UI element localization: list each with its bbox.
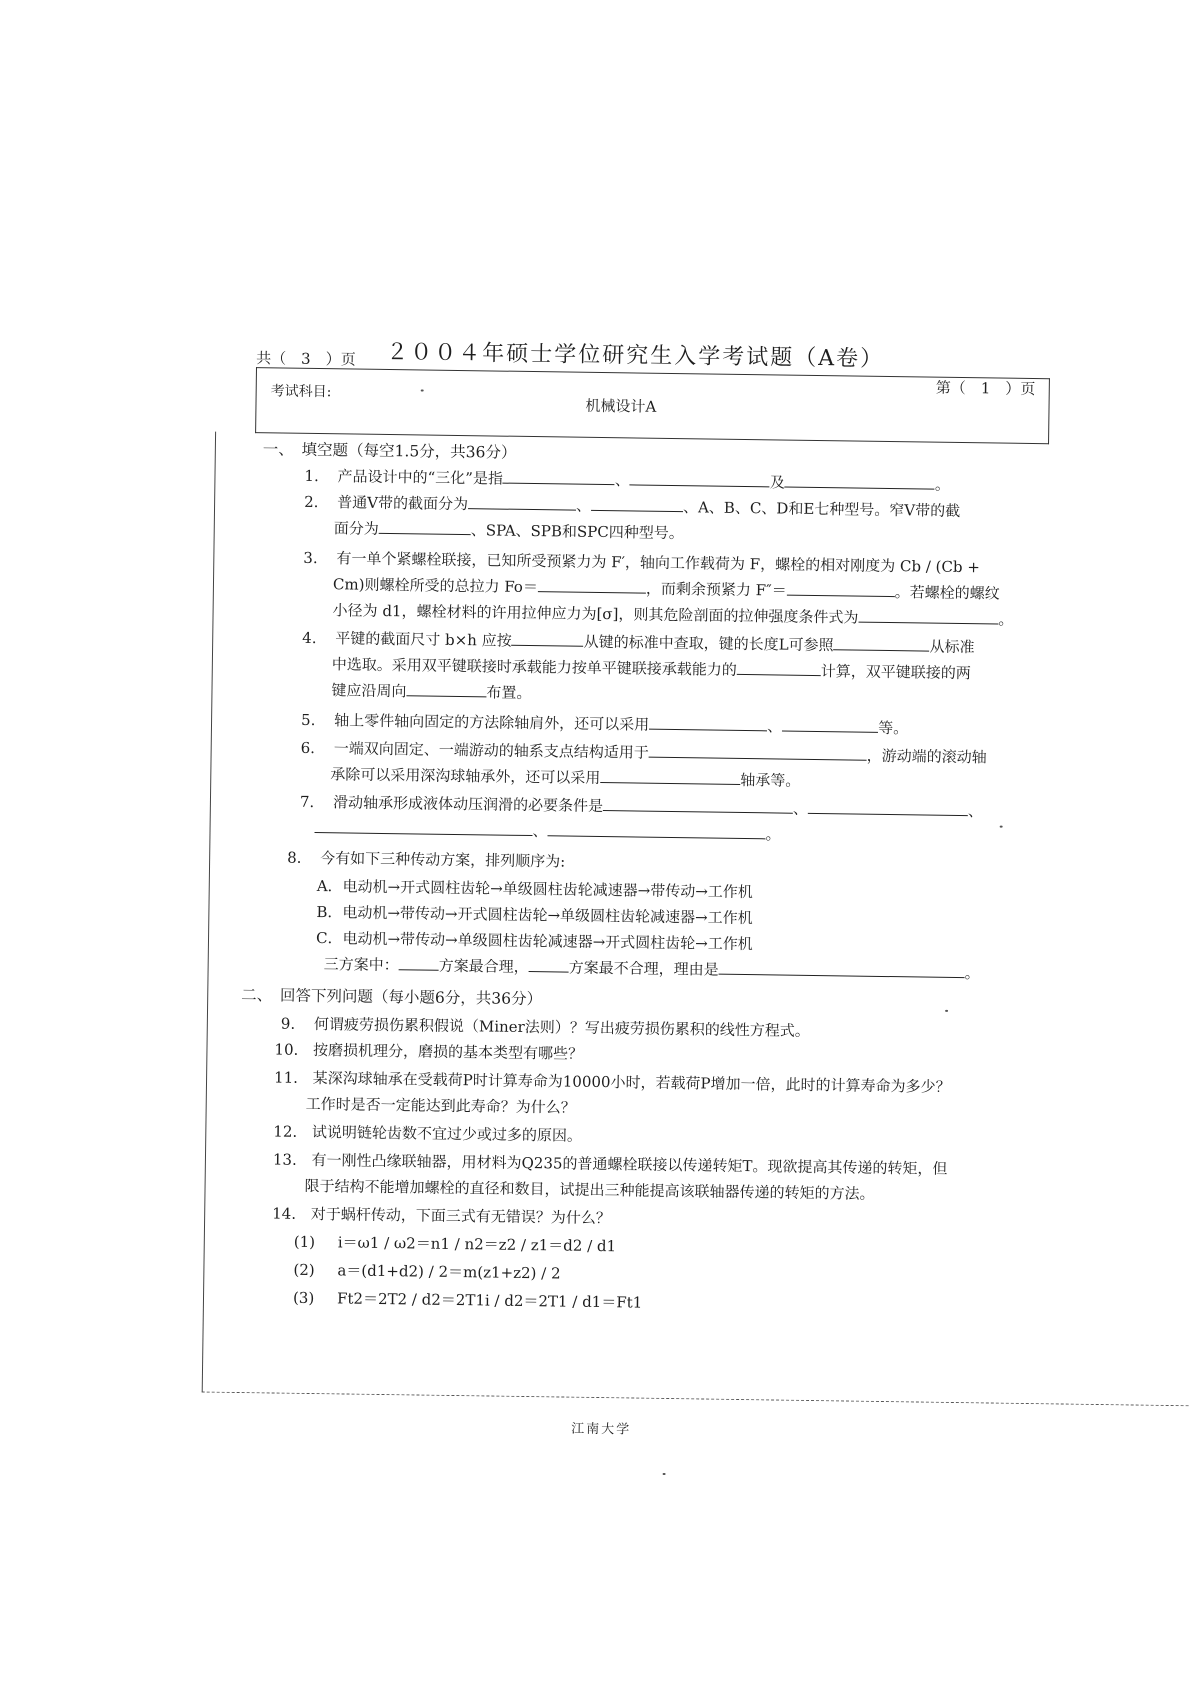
question-text: 某深沟球轴承在受载荷P时计算寿命为10000小时，若载荷P增加一倍，此时的计算寿命为多少？ [312,1069,951,1096]
question-11-line2: 工作时是否一定能达到此寿命？为什么？ [305,1094,576,1117]
question-number: 13. [272,1150,297,1169]
question-text: 、 [532,822,548,841]
scan-speck [945,1010,948,1012]
question-text: 计算，双平键联接的两 [820,662,971,683]
question-number: 5. [300,710,316,730]
question-text: 平键的截面尺寸 b×h 应按 [335,629,512,650]
answer-blank [808,799,968,816]
formula-number: (3) [292,1288,315,1308]
question-text: 方案最不合理，理由是 [568,958,719,979]
question-text: 产品设计中的“三化”是指 [337,467,504,488]
answer-blank [503,469,615,486]
question-text: 、 [614,471,631,490]
answer-blank [858,608,998,625]
formula-number: (1) [293,1232,316,1252]
answer-blank [834,635,930,651]
question-text: 按磨损机理分，磨损的基本类型有哪些？ [312,1041,584,1063]
question-text: 。 [964,964,980,983]
answer-blank [529,957,569,973]
question-text: 方案最合理， [438,956,529,977]
question-text: Cm)则螺栓所受的总拉力 Fo＝ [332,575,539,597]
formula-text: i＝ω1 / ω2＝n1 / n2＝z2 / z1＝d2 / d1 [337,1233,617,1256]
answer-blank [782,717,878,733]
option-c: C．电动机→带传动→单级圆柱齿轮减速器→开式圆柱齿轮→工作机 [315,929,753,954]
footer-school: 江南大学 [571,1421,632,1438]
option-b: B．电动机→带传动→开式圆柱齿轮→单级圆柱齿轮减速器→工作机 [316,903,753,928]
formula-text: Ft2＝2T2 / d2＝2T1i / d2＝2T1 / d1＝Ft1 [336,1289,643,1312]
question-number: 7. [299,792,315,812]
question-number: 9. [280,1014,296,1033]
answer-blank [630,470,770,487]
question-number: 3. [303,548,318,568]
question-text: 承除可以采用深沟球轴承外，还可以采用 [330,765,601,788]
answer-blank [379,519,471,535]
question-text: 、SPA、SPB和SPC四种型号。 [470,521,684,543]
question-text: 从标准 [929,637,975,657]
answer-blank [468,494,576,511]
section-title: 一、 填空题（每空1.5分，共36分） [262,440,517,462]
question-text: 布置。 [486,683,532,703]
question-number: 2. [304,492,319,512]
question-number: 1. [304,466,319,486]
question-text: 、 [967,802,984,821]
question-text: ，游动端的滚动轴 [866,746,987,767]
answer-blank [737,660,821,676]
question-text: 普通V带的截面分为 [337,493,469,514]
question-text: 及 [769,473,786,492]
formula-number: (2) [293,1260,315,1280]
answer-blank [600,768,740,785]
question-text: 对于蜗杆传动，下面三式有无错误？为什么？ [310,1205,611,1228]
question-number: 11. [273,1068,299,1087]
question-13-line2: 限于结构不能增加螺栓的直径和数目，试提出三种能提高该联轴器传递的转矩的方法。 [304,1176,875,1203]
option-a: A．电动机→开式圆柱齿轮→单级圆柱齿轮减速器→带传动→工作机 [316,877,753,902]
question-text: 面分为 [333,519,379,538]
question-text: 一端双向固定、一端游动的轴系支点结构适用于 [333,739,649,762]
question-text: 、 [767,717,783,736]
answer-blank [603,796,793,814]
question-text: 轴承等。 [740,770,801,790]
scan-speck [421,389,424,391]
page-total: 共（ 3 ）页 [256,349,356,369]
question-text: 、 [575,496,592,515]
answer-blank [787,581,895,598]
question-number: 12. [273,1122,298,1141]
question-text: 试说明链轮齿数不宜过少或过多的原因。 [311,1123,583,1145]
question-number: 14. [272,1204,297,1223]
question-text: 。 [765,825,781,844]
answer-blank [406,681,486,697]
question-number: 10. [274,1040,299,1059]
question-text: 键应沿周向 [331,681,407,701]
question-text: 小径为 d1，螺栓材料的许用拉伸应力为[σ]，则其危险剖面的拉伸强度条件式为 [332,601,859,627]
question-text: 滑动轴承形成液体动压润滑的必要条件是 [332,793,604,816]
question-number: 6. [300,738,316,758]
question-text: 、 [792,799,809,818]
answer-blank [785,473,935,490]
answer-blank [719,960,965,978]
answer-blank [649,715,767,732]
question-text: 今有如下三种传动方案，排列顺序为: [320,849,566,871]
question-text: 何谓疲劳损伤累积假说（Miner法则）？写出疲劳损伤累积的线性方程式。 [313,1015,810,1040]
subject-name: 机械设计A [585,396,657,416]
answer-blank [538,577,646,594]
question-text: 等。 [878,718,909,738]
question-number: 4. [302,628,317,648]
question-text: 从键的标准中查取，键的长度L可参照 [583,632,834,655]
subject-label: 考试科目: [270,383,332,401]
question-4-line3 [331,680,531,703]
answer-blank [512,631,584,647]
section-title: 二、 回答下列问题（每小题6分，共36分） [241,986,543,1009]
scan-speck [663,1473,666,1475]
question-text: 有一刚性凸缘联轴器，用材料为Q235的普通螺栓联接以传递转矩T。现欲提高其传递的转矩，但 [311,1151,948,1178]
answer-blank [548,821,766,839]
question-number: 8. [287,848,302,867]
question-text: ，而剩余预紧力 F″＝ [645,579,787,600]
formula-2 [293,1260,560,1284]
answer-blank [399,955,439,971]
question-text: 。 [934,475,951,494]
page-number: 第（ 1 ）页 [935,378,1036,399]
question-8 [287,848,565,872]
answer-blank [591,496,683,512]
question-text: 。 [998,610,1014,629]
question-text: 中选取。采用双平键联接时承载能力按单平键联接承载能力的 [331,655,737,679]
question-text: 。若螺栓的螺纹 [894,583,1000,603]
scan-speck [1000,826,1003,828]
question-text: 有一单个紧螺栓联接，已知所受预紧力为 F′，轴向工作载荷为 F，螺栓的相对刚度为 Cb / (Cb + [336,549,980,577]
question-text: 轴上零件轴向固定的方法除轴肩外，还可以采用 [334,711,650,734]
page-title: ２００４年硕士学位研究生入学考试题（A卷） [386,339,885,372]
question-12 [273,1121,582,1145]
answer-blank [649,743,867,761]
answer-blank [315,818,533,836]
question-text: 三方案中： [323,955,399,975]
question-text: 、A、B、C、D和E七种型号。窄V带的截 [682,498,961,520]
formula-text: a＝(d1+d2) / 2＝m(z1+z2) / 2 [337,1261,561,1283]
